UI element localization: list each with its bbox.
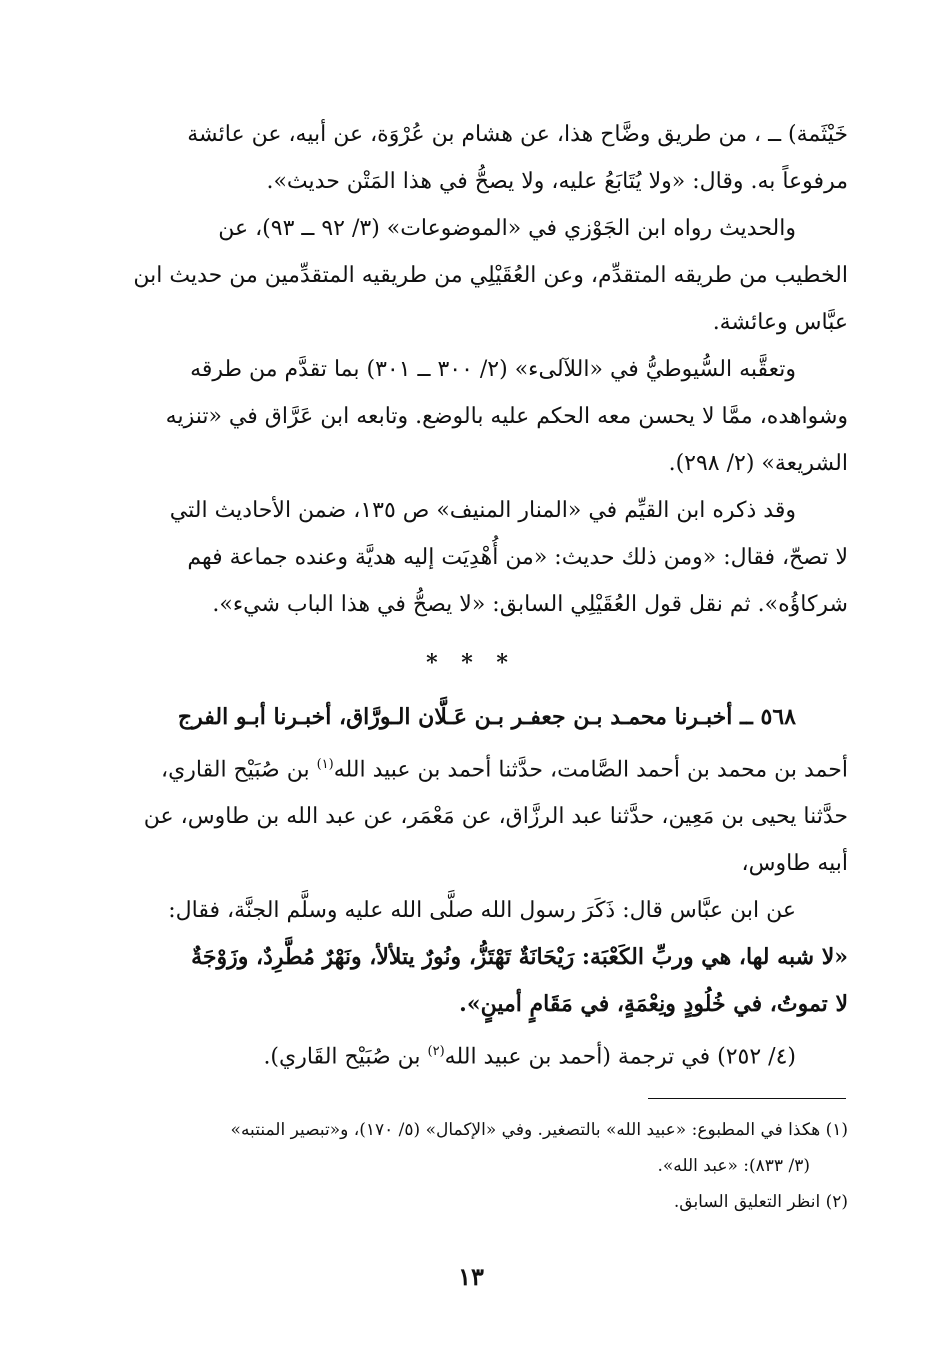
text-line: لا تصحّ، فقال: «ومن ذلك حديث: «من أُهْدِيَت إليه هديَّة وعنده جماعة فهم xyxy=(187,545,848,570)
hadith-text xyxy=(98,694,848,1081)
text-line: بن صُبَيْح القاري، xyxy=(160,757,317,783)
text-line: وشواهده، ممَّا لا يحسن معه الحكم عليه بالوضع. وتابعه ابن عَرَّاق في «تنزيه xyxy=(165,404,848,429)
text-line: وتعقَّبه السُّيوطيُّ في «اللآلىء» (٢/ ٣٠٠ ــ ٣٠١) بما تقدَّم من طرقه xyxy=(190,357,796,382)
text-line: عن ابن عبَّاس قال: ذَكَرَ رسول الله صلَّى الله عليه وسلَّم الجنَّة، فقال: xyxy=(168,898,796,924)
text-line: (٤/ ٢٥٢) في ترجمة (أحمد بن عبيد الله xyxy=(444,1044,796,1070)
paragraph-5 xyxy=(98,694,848,887)
page-number: ١٣ xyxy=(458,1262,484,1291)
text-line: الخطيب من طريقه المتقدِّم، وعن العُقَيْلِي من طريقيه المتقدِّمين من حديث ابن xyxy=(133,263,848,288)
hadith-isnad-line: ٥٦٨ ــ أخبـرنا محمـد بـن جعفـر بـن عَـلَّان الـورَّاق، أخبـرنا أبـو الفرج xyxy=(177,704,796,730)
paragraph-4 xyxy=(98,487,848,628)
section-separator: * * * xyxy=(426,650,516,676)
text-line: مرفوعاً به. وقال: «ولا يُتَابَعُ عليه، ولا يصحُّ في هذا المَتْن حديث». xyxy=(266,169,848,194)
text-line: أبيه طاوس، xyxy=(741,851,848,877)
hadith-matn-line: «لا شبه لها، هي وربِّ الكَعْبَة: رَيْحَانَةٌ تَهْتَزُّ، ونُورٌ يتلألأ، ونَهْرٌ مُطَّرِدٌ، وزَوْجَةٌ xyxy=(191,944,848,971)
paragraph-2 xyxy=(98,205,848,346)
footnote-ref-1[interactable]: (١) xyxy=(316,757,334,772)
paragraph-6 xyxy=(98,887,848,1028)
hadith-matn-line: لا تموتُ، في خُلُودٍ ونِعْمَةٍ، في مَقَامٍ أمينٍ». xyxy=(459,991,848,1018)
paragraph-1 xyxy=(98,111,848,205)
footnote-ref-2[interactable]: (٢) xyxy=(427,1044,445,1060)
text-line: أحمد بن محمد بن أحمد الصَّامت، حدَّثنا أحمد بن عبيد الله xyxy=(333,757,848,783)
paragraph-7 xyxy=(98,1028,848,1080)
text-line: بن صُبَيْح القَاري). xyxy=(263,1044,428,1070)
footnotes xyxy=(98,1112,848,1220)
text-line: حدَّثنا يحيى بن مَعِين، حدَّثنا عبد الرزَّاق، عن مَعْمَر، عن عبد الله بن طاوس، عن xyxy=(143,804,848,830)
text-line: والحديث رواه ابن الجَوْزي في «الموضوعات» (٣/ ٩٢ ــ ٩٣)، عن xyxy=(218,216,796,241)
main-text xyxy=(98,111,848,628)
footnote-1: (١) هكذا في المطبوع: «عبيد الله» بالتصغير. وفي «الإكمال» (٥/ ١٧٠)، و«تبصير المنتبه» xyxy=(230,1120,848,1140)
text-line: شركاؤُه». ثم نقل قول العُقَيْلِي السابق: «لا يصحُّ في هذا الباب شيء». xyxy=(212,592,848,617)
text-line: الشريعة» (٢/ ٢٩٨). xyxy=(668,451,848,476)
text-line: عبَّاس وعائشة. xyxy=(712,310,848,335)
footnote-divider xyxy=(648,1098,846,1099)
footnote-2: (٢) انظر التعليق السابق. xyxy=(673,1192,848,1212)
text-line: وقد ذكره ابن القيِّم في «المنار المنيف» ص ١٣٥، ضمن الأحاديث التي xyxy=(169,498,796,523)
text-line: خَيْثَمة) ــ ، من طريق وضَّاح هذا، عن هشام بن عُرْوَة، عن أبيه، عن عائشة xyxy=(187,122,848,147)
footnote-1-continuation: (٣/ ٨٣٣): «عبد الله». xyxy=(657,1156,810,1176)
paragraph-3 xyxy=(98,346,848,487)
